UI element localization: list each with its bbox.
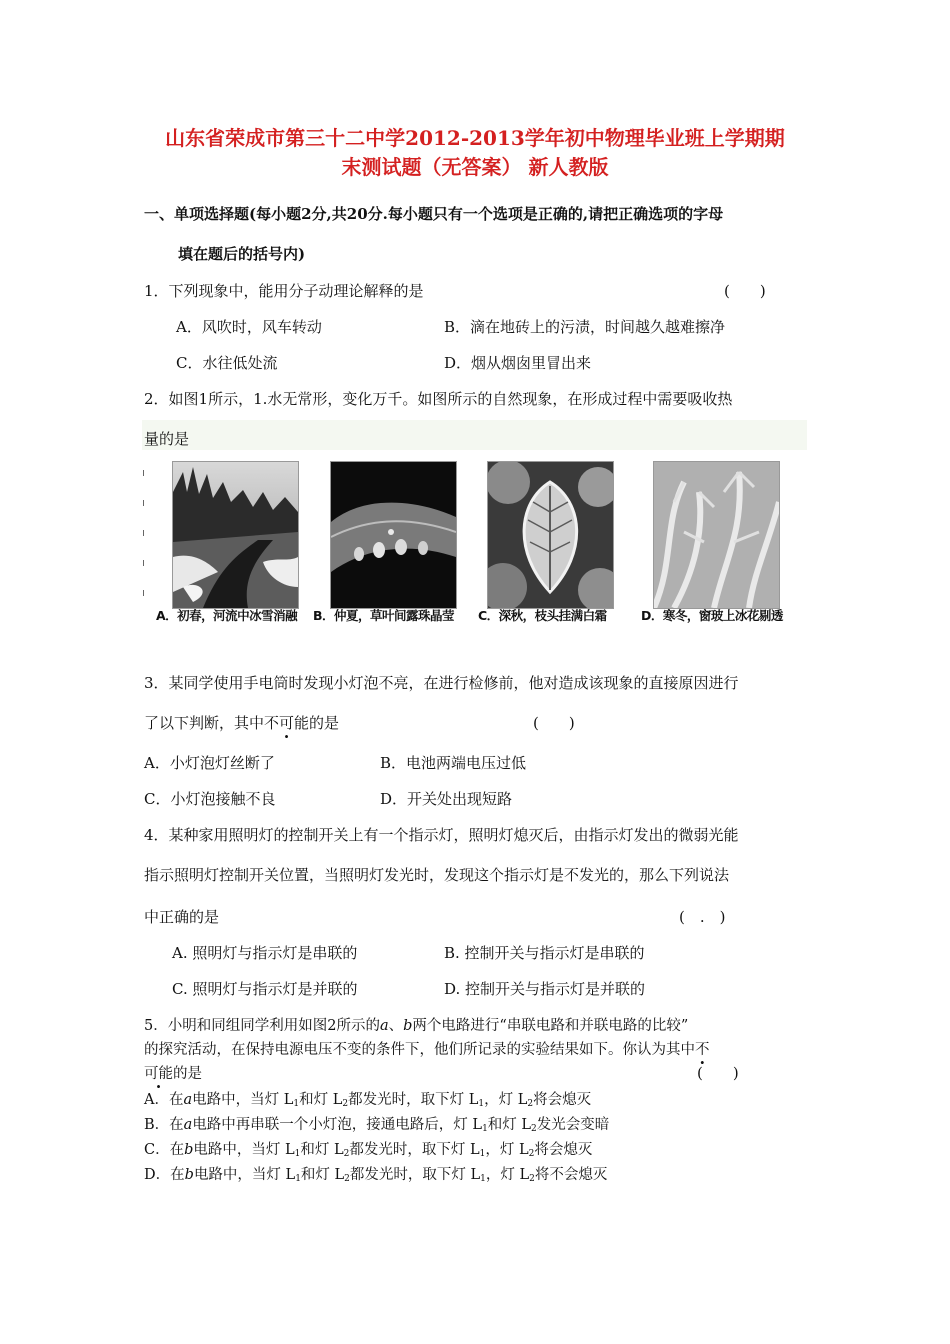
q4-stem-line3: 中正确的是 (144, 908, 220, 926)
q4-stem-line2: 指示照明灯控制开关位置，当照明灯发光时，发现这个指示灯是不发光的，那么下列说法 (144, 866, 730, 884)
q5-option-b (144, 1113, 609, 1134)
photo-frost-leaves (487, 461, 614, 609)
subscript: 1 (295, 1174, 301, 1184)
q5-option-d (144, 1163, 607, 1184)
q4-option-c: C. 照明灯与指示灯是并联的 (172, 980, 358, 998)
photo-caption-d: D．寒冬，窗玻上冰花剔透 (641, 608, 783, 623)
photo-dew-drops (330, 461, 457, 609)
q1-answer-paren: ( ) (724, 282, 766, 300)
subscript: 1 (294, 1149, 301, 1159)
q5-stem-part: 的探究活动，在保持电源电压不变的条件下，他们所记录的实验结果如下。你认为其中 (144, 1042, 695, 1058)
q5-opt-text: ，灯 L (485, 1167, 530, 1183)
doc-title-line1: 山东省荣成市第三十二中学2012-2013学年初中物理毕业班上学期期 (165, 126, 785, 150)
q5-var-b: b (184, 1167, 194, 1183)
q3-emphasis: 不可能 (264, 714, 310, 732)
subscript: 2 (344, 1174, 350, 1184)
q3-option-a: A．小灯泡灯丝断了 (144, 754, 275, 772)
subscript: 1 (293, 1099, 300, 1109)
q5-opt-text: 电路中，当灯 L (192, 1092, 294, 1108)
q5-opt-text: 和灯 L (299, 1092, 343, 1108)
q5-opt-text: B．在 (144, 1117, 184, 1133)
q3-option-d: D．开关处出现短路 (380, 790, 513, 808)
q3-option-c: C．小灯泡接触不良 (144, 790, 276, 808)
q5-opt-text: 将会熄灭 (533, 1092, 592, 1108)
subscript: 2 (528, 1149, 535, 1159)
q5-opt-text: 和灯 L (300, 1167, 345, 1183)
q1-option-d: D．烟从烟囱里冒出来 (444, 354, 592, 372)
subscript: 2 (343, 1149, 350, 1159)
q3-stem-pre: 了以下判断，其中 (144, 714, 265, 732)
q5-opt-text: 将不会熄灭 (534, 1167, 608, 1183)
q5-opt-text: D．在 (144, 1167, 185, 1183)
q5-var-a: a (183, 1092, 193, 1108)
q5-opt-text: 都发光时，取下灯 L (349, 1167, 481, 1183)
q1-option-a: A．风吹时，风车转动 (176, 318, 322, 336)
section-heading-cont: 填在题后的括号内) (178, 245, 306, 263)
q3-stem-line2 (144, 712, 339, 733)
q5-opt-text: C．在 (144, 1142, 185, 1158)
margin-tick (143, 500, 144, 506)
highlight-band (142, 420, 807, 450)
photo-melting-ice (172, 461, 299, 609)
margin-tick (143, 560, 144, 566)
q5-sep: 、 (388, 1018, 404, 1034)
section-heading: 一、单项选择题(每小题2分,共20分.每小题只有一个选项是正确的,请把正确选项的字母 (144, 205, 724, 223)
q5-var-a: a (183, 1117, 193, 1133)
q5-answer-paren: ( ) (697, 1064, 739, 1082)
q2-stem-line2: 量的是 (144, 430, 190, 448)
q5-opt-text: 电路中再串联一个小灯泡，接通电路后，灯 L (192, 1117, 483, 1133)
q5-opt-text: 和灯 L (300, 1142, 344, 1158)
q5-stem-line1 (144, 1014, 688, 1035)
q5-option-c (144, 1138, 592, 1159)
subscript: 2 (531, 1124, 537, 1134)
q5-stem-line2 (144, 1038, 710, 1059)
subscript: 2 (527, 1099, 534, 1109)
q5-var-b: b (403, 1018, 413, 1034)
q5-opt-text: 都发光时，取下灯 L (349, 1142, 480, 1158)
subscript: 1 (480, 1174, 486, 1184)
q5-option-a (144, 1088, 591, 1109)
q3-answer-paren: ( ) (533, 714, 575, 732)
q5-emphasis: 不 (695, 1042, 710, 1058)
photo-caption-c: C．深秋，枝头挂满白霜 (478, 608, 607, 623)
q4-answer-paren: ( . ) (679, 908, 726, 926)
q5-opt-text: 电路中，当灯 L (193, 1167, 296, 1183)
q5-opt-text: 电路中，当灯 L (193, 1142, 295, 1158)
q4-option-b: B. 控制开关与指示灯是串联的 (444, 944, 645, 962)
q4-option-d: D. 控制开关与指示灯是并联的 (444, 980, 646, 998)
q1-option-c: C．水往低处流 (176, 354, 278, 372)
subscript: 1 (479, 1149, 486, 1159)
q5-stem-part: 两个电路进行“串联电路和并联电路的比较” (412, 1018, 689, 1034)
q5-opt-text: 将会熄灭 (534, 1142, 593, 1158)
subscript: 2 (529, 1174, 535, 1184)
q5-opt-text: A．在 (144, 1092, 184, 1108)
margin-tick (143, 590, 144, 596)
photo-ice-flowers (653, 461, 780, 609)
q5-opt-text: ，灯 L (484, 1092, 528, 1108)
q5-opt-text: ，灯 L (485, 1142, 529, 1158)
q2-stem-line1: 2．如图1所示，1.水无常形，变化万千。如图所示的自然现象，在形成过程中需要吸收热 (144, 390, 733, 408)
q3-stem-line1: 3．某同学使用手电筒时发现小灯泡不亮，在进行检修前，他对造成该现象的直接原因进行 (144, 674, 739, 692)
subscript: 1 (478, 1099, 485, 1109)
q4-option-a: A. 照明灯与指示灯是串联的 (172, 944, 358, 962)
q3-option-b: B．电池两端电压过低 (380, 754, 527, 772)
q5-stem-part: 5．小明和同组同学利用如图2所示的 (144, 1018, 380, 1034)
q1-option-b: B．滴在地砖上的污渍，时间越久越难擦净 (444, 318, 726, 336)
q4-stem-line1: 4．某种家用照明灯的控制开关上有一个指示灯，照明灯熄灭后，由指示灯发出的微弱光能 (144, 826, 739, 844)
q5-opt-text: 都发光时，取下灯 L (348, 1092, 479, 1108)
margin-tick (143, 530, 144, 536)
q5-var-a: a (379, 1018, 389, 1034)
photo-caption-a: A．初春，河流中冰雪消融 (156, 608, 298, 623)
doc-title-line2: 末测试题（无答案） 新人教版 (341, 155, 609, 179)
q5-opt-text: 和灯 L (487, 1117, 532, 1133)
q3-stem-post: 的是 (309, 714, 340, 732)
photo-caption-b: B．仲夏，草叶间露珠晶莹 (313, 608, 455, 623)
q1-stem: 1．下列现象中，能用分子动理论解释的是 (144, 282, 424, 300)
subscript: 2 (342, 1099, 349, 1109)
q5-stem-part: 的是 (173, 1066, 202, 1082)
q5-stem-line3 (144, 1062, 202, 1083)
margin-tick (143, 470, 144, 476)
subscript: 1 (482, 1124, 488, 1134)
q5-emphasis: 可能 (144, 1066, 173, 1082)
q5-var-b: b (184, 1142, 194, 1158)
q5-opt-text: 发光会变暗 (536, 1117, 610, 1133)
